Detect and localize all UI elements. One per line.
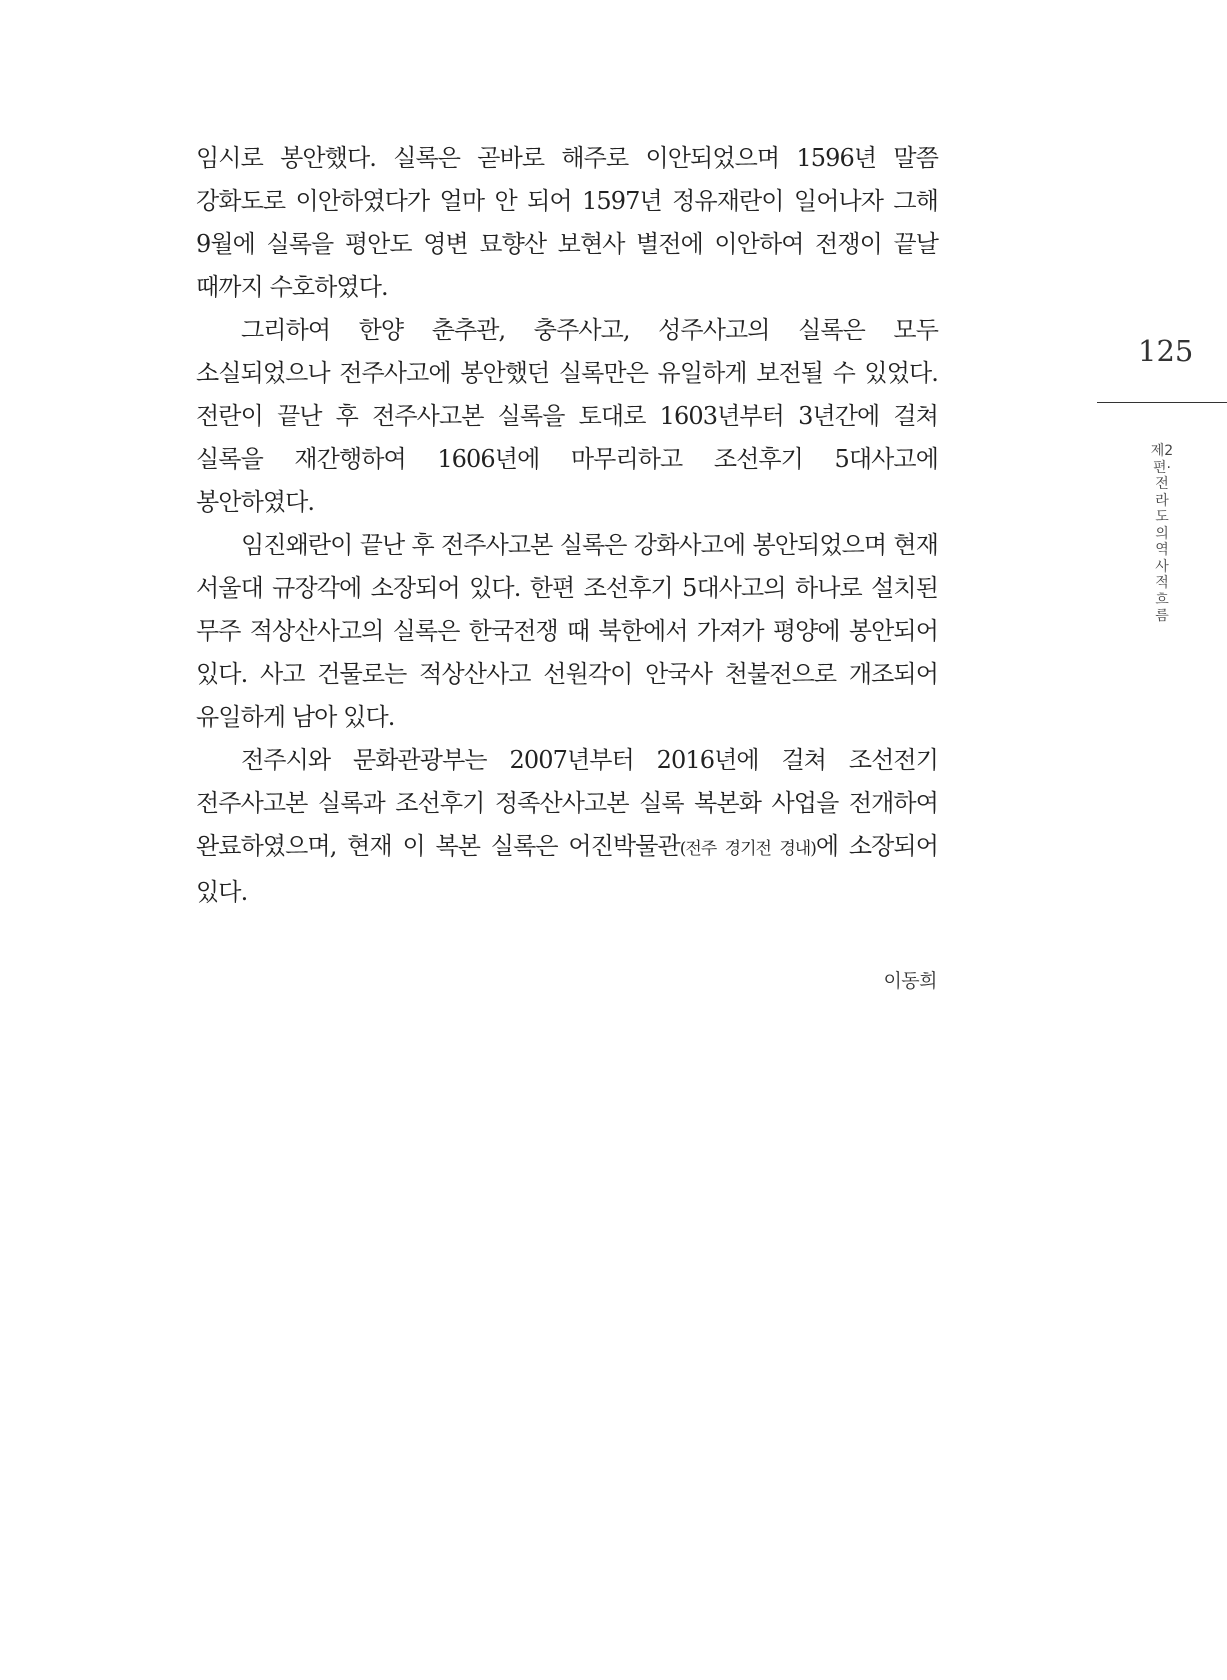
page-number: 125 bbox=[1138, 334, 1194, 368]
paragraph-2: 그리하여 한양 춘추관, 충주사고, 성주사고의 실록은 모두 소실되었으나 전주사고에 봉안했던 실록만은 유일하게 보전될 수 있었다. 전란이 끝난 후 전주사고본 실록을 토대로 1603년부터 3년간에 걸쳐 실록을 재간행하여 1606년에 마무리하고 조선후기 5대사고에 봉안하였다. bbox=[196, 316, 938, 516]
paragraph-4 bbox=[196, 739, 938, 914]
paragraph-4-note: (전주 경기전 경내) bbox=[679, 839, 816, 859]
running-head: 제2편·전라도의 역사적 흐름 bbox=[1150, 443, 1174, 624]
margin-divider bbox=[1097, 402, 1227, 403]
author-name: 이동희 bbox=[883, 970, 937, 992]
paragraph-4-text-a: 전주시와 문화관광부는 2007년부터 2016년에 걸쳐 조선전기 전주사고본 실록과 조선후기 정족산사고본 실록 복본화 사업을 전개하여 완료하였으며, 현재 이 복본 실록은 어진박물관 bbox=[196, 746, 938, 860]
paragraph-4-text-b: 에 소장되어 있다. bbox=[196, 832, 938, 906]
body-text bbox=[196, 137, 938, 914]
paragraph-3: 임진왜란이 끝난 후 전주사고본 실록은 강화사고에 봉안되었으며 현재 서울대 규장각에 소장되어 있다. 한편 조선후기 5대사고의 하나로 설치된 무주 적상산사고의 실록은 한국전쟁 때 북한에서 가져가 평양에 봉안되어 있다. 사고 건물로는 적상산사고 선원각이 안국사 천불전으로 개조되어 유일하게 남아 있다. bbox=[196, 531, 938, 731]
paragraph-1: 임시로 봉안했다. 실록은 곧바로 해주로 이안되었으며 1596년 말쯤 강화도로 이안하였다가 얼마 안 되어 1597년 정유재란이 일어나자 그해 9월에 실록을 평안도 영변 묘향산 보현사 별전에 이안하여 전쟁이 끝날 때까지 수호하였다. bbox=[196, 144, 938, 301]
